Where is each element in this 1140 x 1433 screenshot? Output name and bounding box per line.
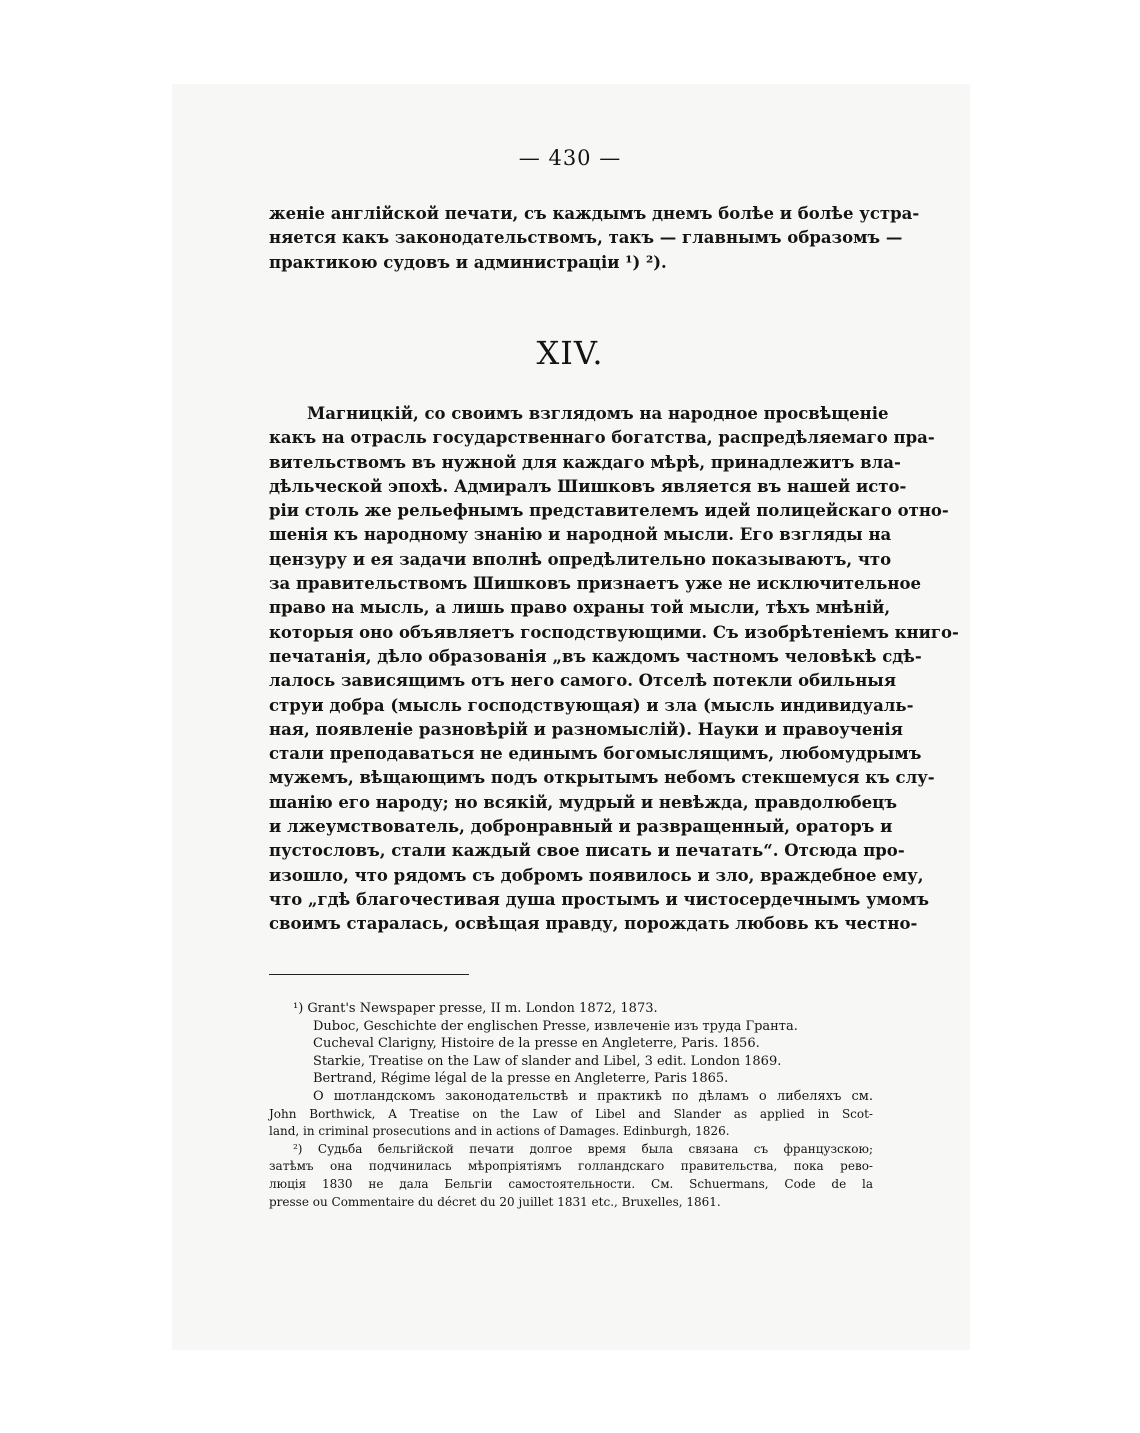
text-line: практикою судовъ и администраціи ¹) ²). [269, 252, 667, 272]
text-line: право на мысль, а лишь право охраны той мысли, тѣхъ мнѣній, [269, 598, 891, 618]
text-line: за правительствомъ Шишковъ признаетъ уже не исключительное [269, 574, 921, 594]
section-paragraph [269, 402, 959, 937]
text-line: шанію его народу; но всякій, мудрый и невѣжда, правдолюбецъ [269, 792, 898, 812]
continued-paragraph [269, 202, 920, 275]
text-line: изошло, что рядомъ съ добромъ появилось и зло, враждебное ему, [269, 865, 924, 885]
text-line: и лжеумствователь, добронравный и развращенный, ораторъ и [269, 817, 893, 837]
footnotes [269, 1000, 873, 1211]
text-line: ная, появленіе разновѣрій и разномыслій). Науки и правоученія [269, 719, 903, 739]
footnote-line: Bertrand, Régime légal de la presse en Angleterre, Paris 1865. [313, 1071, 729, 1087]
page-number: — 430 — [518, 146, 622, 170]
text-line: лалось зависящимъ отъ него самого. Отселѣ потекли обильныя [269, 671, 897, 691]
footnote-line: Starkie, Treatise on the Law of slander and Libel, 3 edit. London 1869. [313, 1053, 782, 1069]
text-line: своимъ старалась, освѣщая правду, порождать любовь къ честно- [269, 914, 918, 934]
text-line: мужемъ, вѣщающимъ подъ открытымъ небомъ стекшемуся къ слу- [269, 768, 935, 788]
footnote-line: John Borthwick, A Treatise on the Law of Libel and Slander as applied in Scot- [269, 1106, 873, 1121]
footnote-line: presse ou Commentaire du décret du 20 juillet 1831 etc., Bruxelles, 1861. [269, 1194, 721, 1209]
text-line: цензуру и ея задачи вполнѣ опредѣлительно показываютъ, что [269, 549, 892, 569]
footnote-line: затѣмъ она подчинилась мѣропріятіямъ голландскаго правительства, пока рево- [269, 1159, 873, 1174]
text-line: струи добра (мысль господствующая) и зла (мысль индивидуаль- [269, 695, 914, 715]
text-line: Магницкій, со своимъ взглядомъ на народное просвѣщеніе [307, 404, 889, 423]
text-line: женіе англійской печати, съ каждымъ днемъ болѣе и болѣе устра- [269, 204, 920, 223]
footnote-line: О шотландскомъ законодательствѣ и практикѣ по дѣламъ о либеляхъ см. [313, 1088, 873, 1104]
text-line: стали преподаваться не единымъ богомыслящимъ, любомудрымъ [269, 744, 922, 764]
text-line: шенія къ народному знанію и народной мысли. Его взгляды на [269, 525, 892, 545]
footnote-line: люція 1830 не дала Бельгіи самостоятельности. См. Schuermans, Code de la [269, 1176, 873, 1191]
section-heading: XIV. [536, 334, 604, 372]
footnote-line: ²) Судьба бельгійской печати долгое время была связана съ французскою; [293, 1141, 873, 1156]
text-line: что „гдѣ благочестивая душа простымъ и чистосердечнымъ умомъ [269, 889, 929, 909]
text-line: которыя оно объявляетъ господствующими. Съ изобрѣтеніемъ книго- [269, 622, 959, 642]
text-line: пустословъ, стали каждый свое писать и печатать“. Отсюда про- [269, 841, 905, 861]
footnote-line: land, in criminal prosecutions and in actions of Damages. Edinburgh, 1826. [269, 1124, 730, 1139]
text-line: вительствомъ въ нужной для каждаго мѣрѣ, принадлежитъ вла- [269, 452, 901, 472]
text-line: ріи столь же рельефнымъ представителемъ идей полицейскаго отно- [269, 501, 949, 521]
footnote-line: Duboc, Geschichte der englischen Presse, извлеченіе изъ труда Гранта. [313, 1018, 798, 1034]
footnote-divider [269, 974, 469, 975]
text-line: какъ на отрасль государственнаго богатства, распредѣляемаго пра- [269, 428, 935, 448]
text-line: няется какъ законодательствомъ, такъ — главнымъ образомъ — [269, 228, 903, 248]
text-line: печатанія, дѣло образованія „въ каждомъ частномъ человѣкѣ сдѣ- [269, 646, 922, 666]
footnote-line: Cucheval Clarigny, Histoire de la presse en Angleterre, Paris. 1856. [313, 1036, 760, 1052]
footnote-line: ¹) Grant's Newspaper presse, II m. London 1872, 1873. [293, 1001, 658, 1016]
text-line: дѣльческой эпохѣ. Адмиралъ Шишковъ является въ нашей исто- [269, 476, 907, 496]
